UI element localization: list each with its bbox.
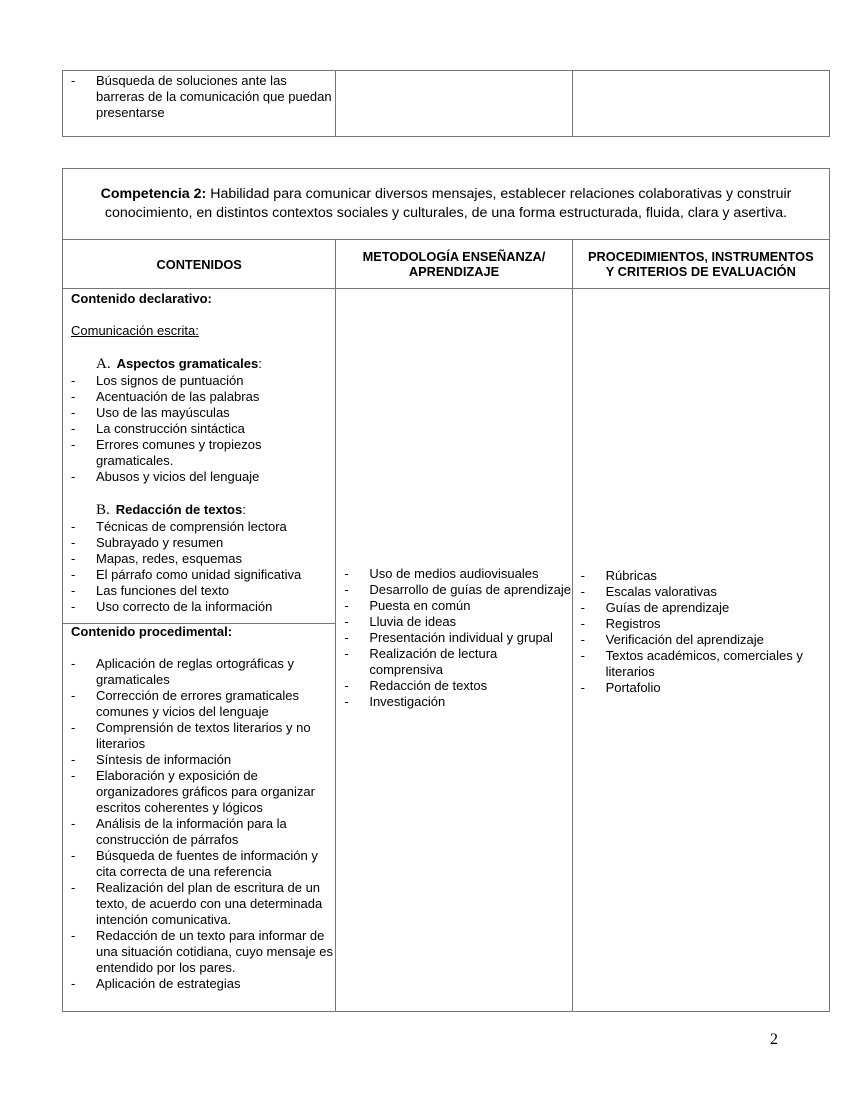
list-item-text: Aplicación de estrategias [96, 976, 241, 991]
list-item-text: Desarrollo de guías de aprendizaje [369, 582, 571, 597]
list-item-text: Elaboración y exposición de organizadores gráficos para organizar escritos coherentes y lógicos [96, 768, 315, 815]
section-b-colon: : [242, 502, 246, 517]
dash-bullet: - [344, 582, 349, 597]
dash-bullet: - [71, 535, 76, 550]
list-item [63, 752, 335, 768]
list-item-text: Registros [605, 616, 661, 631]
list-item [63, 551, 335, 567]
list-item-text: Presentación individual y grupal [369, 630, 553, 645]
dash-bullet: - [580, 568, 585, 583]
list-item-text: Errores comunes y tropiezos gramaticales. [96, 437, 262, 468]
procedural-list [63, 656, 335, 992]
list-item [573, 648, 829, 680]
dash-bullet: - [71, 752, 76, 767]
list-item-text: Los signos de puntuación [96, 373, 244, 388]
list-item-text: Búsqueda de fuentes de información y cita correcta de una referencia [96, 848, 318, 879]
dash-bullet: - [580, 632, 585, 647]
list-item-text: Mapas, redes, esquemas [96, 551, 242, 566]
methodology-list [336, 566, 571, 710]
dash-bullet: - [71, 768, 76, 783]
list-item-text: Uso de medios audiovisuales [369, 566, 539, 581]
grammar-aspects-list [63, 373, 335, 485]
table-row [63, 289, 830, 1012]
section-a-heading [63, 355, 335, 373]
section-a-colon: : [258, 356, 262, 371]
list-item-text: Escalas valorativas [605, 584, 717, 599]
section-a-letter: A. [96, 356, 111, 372]
dash-bullet: - [71, 421, 76, 436]
declarative-title: Contenido declarativo: [71, 291, 212, 306]
dash-bullet: - [344, 566, 349, 581]
evaluation-cell [572, 289, 829, 1012]
list-item [63, 599, 335, 615]
dash-bullet: - [71, 373, 76, 388]
list-item [63, 519, 335, 535]
list-item [573, 600, 829, 616]
list-item-text: Uso correcto de la información [96, 599, 273, 614]
dash-bullet: - [71, 567, 76, 582]
dash-bullet: - [344, 630, 349, 645]
list-item-text: Redacción de textos [369, 678, 488, 693]
competencia-text: Habilidad para comunicar diversos mensajes, establecer relaciones colaborativas y construir conocimiento, en distintos contextos sociales y culturales, de una forma estructurada, fluida, clara y asertiva. [104, 186, 792, 221]
list-item-text: Uso de las mayúsculas [96, 405, 230, 420]
dash-bullet: - [580, 648, 585, 663]
list-item-text: El párrafo como unidad significativa [96, 567, 302, 582]
list-item [63, 421, 335, 437]
list-item [63, 928, 335, 976]
list-item [63, 768, 335, 816]
list-item-text: Guías de aprendizaje [605, 600, 730, 615]
header-metodologia: METODOLOGÍA ENSEÑANZA/ APRENDIZAJE [336, 240, 572, 289]
table-row [63, 169, 830, 240]
dash-bullet: - [71, 688, 76, 703]
list-item [573, 584, 829, 600]
list-item [336, 582, 571, 598]
previous-section-table [62, 70, 830, 137]
list-item-text: Puesta en común [369, 598, 471, 613]
header-contenidos: CONTENIDOS [63, 240, 336, 289]
dash-bullet: - [71, 816, 76, 831]
section-b-letter: B. [96, 502, 110, 518]
dash-bullet: - [71, 583, 76, 598]
methodology-cell [336, 289, 572, 1012]
top-contents-cell [63, 71, 336, 137]
section-b-title: Redacción de textos [115, 502, 243, 517]
list-item-text: Subrayado y resumen [96, 535, 224, 550]
list-item [63, 389, 335, 405]
dash-bullet: - [580, 680, 585, 695]
dash-bullet: - [344, 614, 349, 629]
list-item [336, 646, 571, 678]
list-item-text: La construcción sintáctica [96, 421, 245, 436]
list-item-text: Realización de lectura comprensiva [369, 646, 498, 677]
list-item-text: Abusos y vicios del lenguaje [96, 469, 260, 484]
list-item [63, 567, 335, 583]
dash-bullet: - [71, 880, 76, 895]
dash-bullet: - [71, 976, 76, 991]
dash-bullet: - [71, 656, 76, 671]
dash-bullet: - [344, 646, 349, 661]
list-item [573, 616, 829, 632]
list-item [63, 720, 335, 752]
list-item-text: Comprensión de textos literarios y no literarios [96, 720, 311, 751]
top-contents-list [63, 73, 335, 121]
list-item-text: Las funciones del texto [96, 583, 229, 598]
list-item [336, 614, 571, 630]
dash-bullet: - [71, 599, 76, 614]
list-item-text: Lluvia de ideas [369, 614, 457, 629]
list-item-text: Realización del plan de escritura de un texto, de acuerdo con una determinada intención comunicativa. [96, 880, 323, 927]
table-header-row [63, 240, 830, 289]
procedural-block [63, 623, 335, 1011]
list-item-text: Corrección de errores gramaticales comunes y vicios del lenguaje [96, 688, 300, 719]
list-item-text: Búsqueda de soluciones ante las barreras de la comunicación que puedan presentarse [96, 73, 332, 120]
list-item [336, 678, 571, 694]
dash-bullet: - [71, 469, 76, 484]
list-item [63, 976, 335, 992]
dash-bullet: - [580, 600, 585, 615]
list-item [573, 680, 829, 696]
evaluation-list [573, 568, 829, 696]
written-communication-subtitle: Comunicación escrita: [71, 323, 199, 338]
list-item [63, 437, 335, 469]
procedural-title: Contenido procedimental: [71, 624, 233, 639]
list-item [573, 632, 829, 648]
list-item [63, 848, 335, 880]
competencia-label: Competencia 2: [100, 186, 207, 202]
dash-bullet: - [344, 694, 349, 709]
list-item [336, 694, 571, 710]
section-b-heading [63, 501, 335, 519]
list-item-text: Portafolio [605, 680, 661, 695]
list-item-text: Investigación [369, 694, 446, 709]
dash-bullet: - [71, 720, 76, 735]
list-item [573, 568, 829, 584]
list-item [63, 373, 335, 389]
list-item-text: Análisis de la información para la construcción de párrafos [96, 816, 287, 847]
list-item [63, 656, 335, 688]
list-item [336, 630, 571, 646]
section-a-title: Aspectos gramaticales [116, 356, 259, 371]
dash-bullet: - [71, 437, 76, 452]
list-item [336, 566, 571, 582]
contents-cell [63, 289, 336, 1012]
dash-bullet: - [71, 928, 76, 943]
competencia-2-table [62, 168, 830, 1012]
list-item [336, 598, 571, 614]
top-evaluation-cell [572, 71, 829, 137]
table-row [63, 71, 830, 137]
list-item [63, 688, 335, 720]
dash-bullet: - [71, 389, 76, 404]
list-item [63, 405, 335, 421]
list-item-text: Acentuación de las palabras [96, 389, 260, 404]
dash-bullet: - [71, 551, 76, 566]
dash-bullet: - [71, 848, 76, 863]
text-writing-list [63, 519, 335, 615]
list-item-text: Técnicas de comprensión lectora [96, 519, 287, 534]
list-item-text: Rúbricas [605, 568, 657, 583]
list-item-text: Síntesis de información [96, 752, 232, 767]
dash-bullet: - [71, 405, 76, 420]
dash-bullet: - [71, 73, 76, 88]
list-item [63, 73, 335, 121]
list-item [63, 535, 335, 551]
dash-bullet: - [71, 519, 76, 534]
dash-bullet: - [580, 584, 585, 599]
list-item-text: Aplicación de reglas ortográficas y gramaticales [96, 656, 294, 687]
dash-bullet: - [344, 598, 349, 613]
list-item [63, 816, 335, 848]
top-methodology-cell [336, 71, 572, 137]
dash-bullet: - [344, 678, 349, 693]
page-number: 2 [770, 1031, 778, 1048]
list-item [63, 469, 335, 485]
list-item-text: Textos académicos, comerciales y literarios [605, 648, 803, 679]
list-item [63, 583, 335, 599]
competencia-cell [63, 169, 830, 240]
list-item-text: Verificación del aprendizaje [605, 632, 764, 647]
list-item-text: Redacción de un texto para informar de una situación cotidiana, cuyo mensaje es entendido por los pares. [96, 928, 334, 975]
header-procedimientos: PROCEDIMIENTOS, INSTRUMENTOS Y CRITERIOS DE EVALUACIÓN [572, 240, 829, 289]
list-item [63, 880, 335, 928]
dash-bullet: - [580, 616, 585, 631]
